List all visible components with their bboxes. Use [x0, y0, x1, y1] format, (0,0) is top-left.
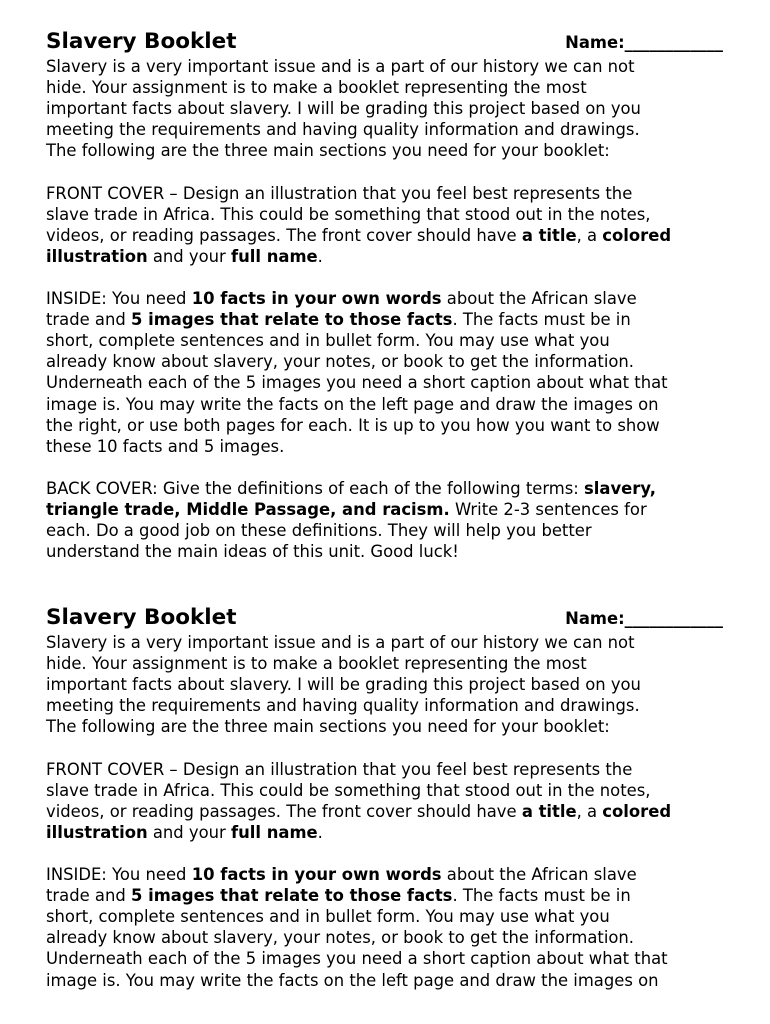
- emphasis-title: a title: [521, 225, 577, 245]
- emphasis-colored: colored: [602, 225, 672, 245]
- text-run: BACK COVER: Give the definitions of each of the following terms:: [46, 478, 585, 498]
- handout-title: Slavery Booklet: [46, 29, 237, 54]
- text-run: trade and: [46, 310, 131, 330]
- text-run: , a: [576, 225, 603, 245]
- handout-title: Slavery Booklet: [46, 605, 237, 630]
- text-line: [46, 885, 736, 906]
- text-line: Underneath each of the 5 images you need a short caption about what that: [46, 373, 668, 393]
- text-line: [46, 478, 736, 499]
- text-run: .: [317, 246, 323, 266]
- intro-paragraph: [46, 632, 736, 737]
- text-line: short, complete sentences and in bullet form. You may use what you: [46, 331, 610, 351]
- text-line: The following are the three main sections you need for your booklet:: [46, 717, 610, 737]
- text-line: [46, 499, 736, 520]
- text-run: Write 2-3 sentences for: [449, 499, 647, 519]
- front-cover-paragraph: [46, 759, 736, 843]
- name-label: Name:: [565, 609, 625, 628]
- emphasis-colored: colored: [602, 801, 672, 821]
- handout-copy-2: [46, 604, 736, 991]
- emphasis-illustration: illustration: [46, 822, 148, 842]
- text-line: The following are the three main sections you need for your booklet:: [46, 141, 610, 161]
- text-line: meeting the requirements and having quality information and drawings.: [46, 120, 640, 140]
- text-run: trade and: [46, 886, 131, 906]
- text-line: FRONT COVER – Design an illustration that you feel best represents the: [46, 759, 633, 779]
- emphasis-images: 5 images that relate to those facts: [130, 886, 453, 906]
- text-line: already know about slavery, your notes, or book to get the information.: [46, 352, 635, 372]
- name-field: [565, 609, 723, 628]
- inside-paragraph: [46, 288, 736, 457]
- name-blank: ____________: [624, 609, 723, 628]
- text-line: image is. You may write the facts on the left page and draw the images on: [46, 394, 659, 414]
- front-cover-paragraph: [46, 183, 736, 267]
- text-line: [46, 225, 736, 246]
- emphasis-terms: triangle trade, Middle Passage, and racism.: [46, 499, 450, 519]
- text-line: [46, 864, 736, 885]
- text-line: image is. You may write the facts on the left page and draw the images on: [46, 970, 659, 990]
- text-line: important facts about slavery. I will be grading this project based on you: [46, 675, 641, 695]
- text-run: , a: [576, 801, 603, 821]
- text-line: Slavery is a very important issue and is a part of our history we can not: [46, 633, 635, 652]
- text-run: INSIDE: You need: [46, 865, 192, 885]
- text-run: . The facts must be in: [452, 886, 631, 906]
- emphasis-title: a title: [521, 801, 577, 821]
- emphasis-facts: 10 facts in your own words: [191, 865, 442, 885]
- text-line: understand the main ideas of this unit. Good luck!: [46, 542, 459, 562]
- emphasis-terms: slavery,: [584, 478, 657, 498]
- text-line: hide. Your assignment is to make a booklet representing the most: [46, 78, 587, 98]
- header-row: [46, 28, 723, 56]
- text-line: Underneath each of the 5 images you need a short caption about what that: [46, 949, 668, 969]
- text-line: [46, 288, 736, 309]
- header-row: [46, 604, 723, 632]
- text-line: short, complete sentences and in bullet form. You may use what you: [46, 907, 610, 927]
- text-line: [46, 801, 736, 822]
- text-run: and your: [147, 822, 231, 842]
- text-line: these 10 facts and 5 images.: [46, 436, 285, 456]
- text-run: about the African slave: [441, 865, 637, 885]
- text-run: videos, or reading passages. The front cover should have: [46, 801, 522, 821]
- inside-paragraph: [46, 864, 736, 991]
- text-line: hide. Your assignment is to make a booklet representing the most: [46, 654, 587, 674]
- text-line: slave trade in Africa. This could be something that stood out in the notes,: [46, 780, 651, 800]
- emphasis-full-name: full name: [230, 246, 318, 266]
- text-line: the right, or use both pages for each. It is up to you how you want to show: [46, 415, 660, 435]
- emphasis-full-name: full name: [230, 822, 318, 842]
- text-line: [46, 309, 736, 330]
- text-line: each. Do a good job on these definitions. They will help you better: [46, 521, 592, 541]
- text-line: FRONT COVER – Design an illustration that you feel best represents the: [46, 183, 633, 203]
- text-run: videos, or reading passages. The front cover should have: [46, 225, 522, 245]
- text-run: .: [317, 822, 323, 842]
- emphasis-facts: 10 facts in your own words: [191, 289, 442, 309]
- text-run: INSIDE: You need: [46, 289, 192, 309]
- name-blank: ____________: [624, 33, 723, 52]
- text-line: important facts about slavery. I will be grading this project based on you: [46, 99, 641, 119]
- intro-paragraph: [46, 56, 736, 161]
- text-line: meeting the requirements and having quality information and drawings.: [46, 696, 640, 716]
- text-line: Slavery is a very important issue and is a part of our history we can not: [46, 57, 635, 76]
- text-line: [46, 246, 736, 267]
- handout-copy-1: [46, 28, 736, 562]
- text-run: . The facts must be in: [452, 310, 631, 330]
- text-line: slave trade in Africa. This could be something that stood out in the notes,: [46, 204, 651, 224]
- name-field: [565, 33, 723, 52]
- text-line: already know about slavery, your notes, or book to get the information.: [46, 928, 635, 948]
- text-run: and your: [147, 246, 231, 266]
- name-label: Name:: [565, 33, 625, 52]
- text-run: about the African slave: [441, 289, 637, 309]
- emphasis-illustration: illustration: [46, 246, 148, 266]
- text-line: [46, 822, 736, 843]
- back-cover-paragraph: [46, 478, 736, 562]
- emphasis-images: 5 images that relate to those facts: [130, 310, 453, 330]
